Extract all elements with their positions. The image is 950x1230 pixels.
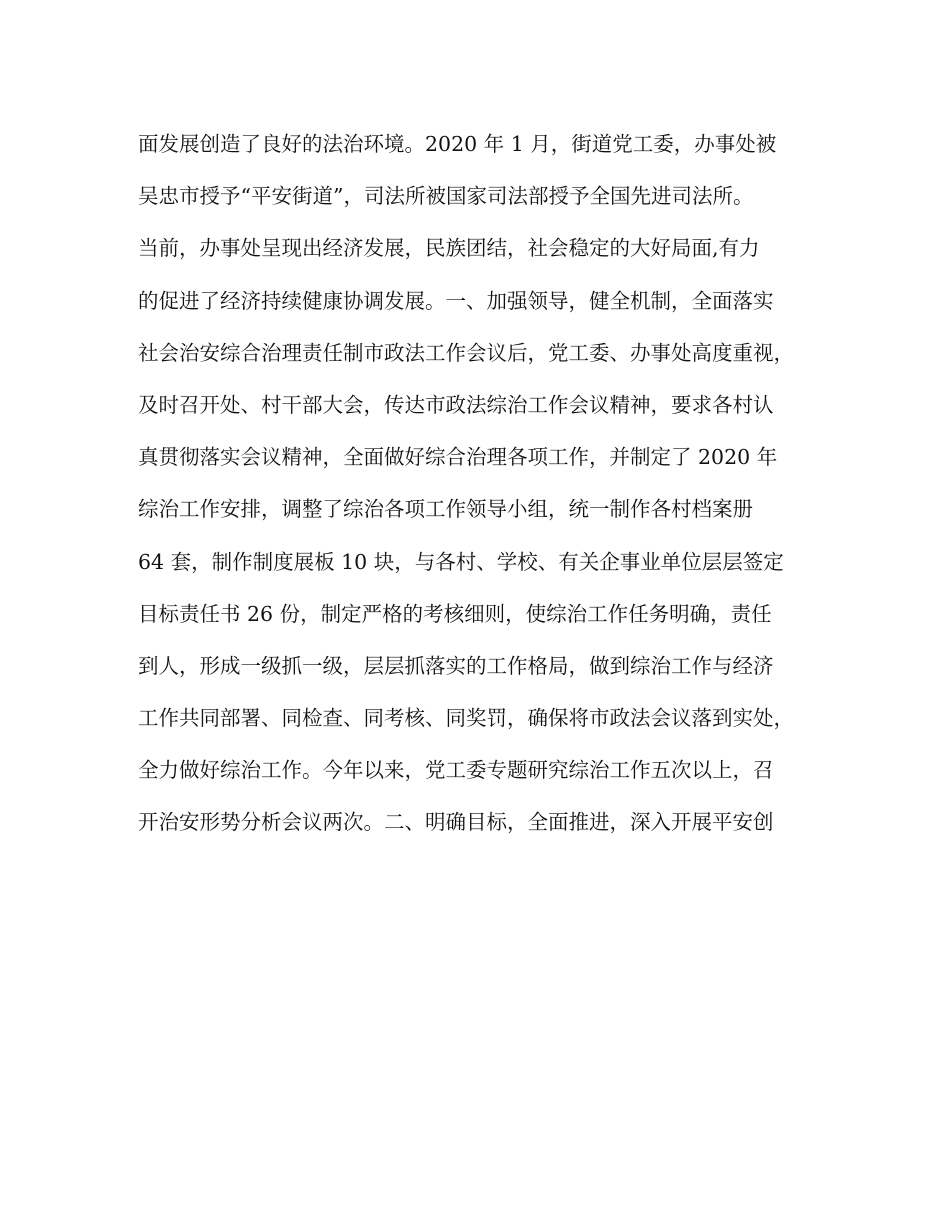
text-line: 及时召开处、村干部大会，传达市政法综治工作会议精神，要求各村认 xyxy=(138,392,774,417)
text-line: 吴忠市授予“平安街道”，司法所被国家司法部授予全国先进司法所。 xyxy=(138,184,754,209)
text-line: 真贯彻落实会议精神，全面做好综合治理各项工作，并制定了 2020 年 xyxy=(138,445,778,470)
text-line: 工作共同部署、同检查、同考核、同奖罚，确保将市政法会议落到实处， xyxy=(138,706,794,731)
body-text xyxy=(138,124,838,855)
text-line: 64 套，制作制度展板 10 块，与各村、学校、有关企事业单位层层签定 xyxy=(138,549,784,574)
text-line: 目标责任书 26 份，制定严格的考核细则，使综治工作任务明确，责任 xyxy=(138,601,772,626)
text-line: 的促进了经济持续健康协调发展。一、加强领导，健全机制，全面落实 xyxy=(138,288,774,313)
text-line: 开治安形势分析会议两次。二、明确目标，全面推进，深入开展平安创 xyxy=(138,810,774,835)
text-line: 综治工作安排，调整了综治各项工作领导小组，统一制作各村档案册 xyxy=(138,497,753,522)
text-line: 面发展创造了良好的法治环境。2020 年 1 月，街道党工委，办事处被 xyxy=(138,132,777,156)
text-line: 社会治安综合治理责任制市政法工作会议后，党工委、办事处高度重视， xyxy=(138,340,794,365)
text-line: 到人，形成一级抓一级，层层抓落实的工作格局，做到综治工作与经济 xyxy=(138,653,774,678)
text-line: 全力做好综治工作。今年以来，党工委专题研究综治工作五次以上，召 xyxy=(138,758,774,783)
text-line: 当前，办事处呈现出经济发展，民族团结，社会稳定的大好局面,有力 xyxy=(138,236,760,261)
